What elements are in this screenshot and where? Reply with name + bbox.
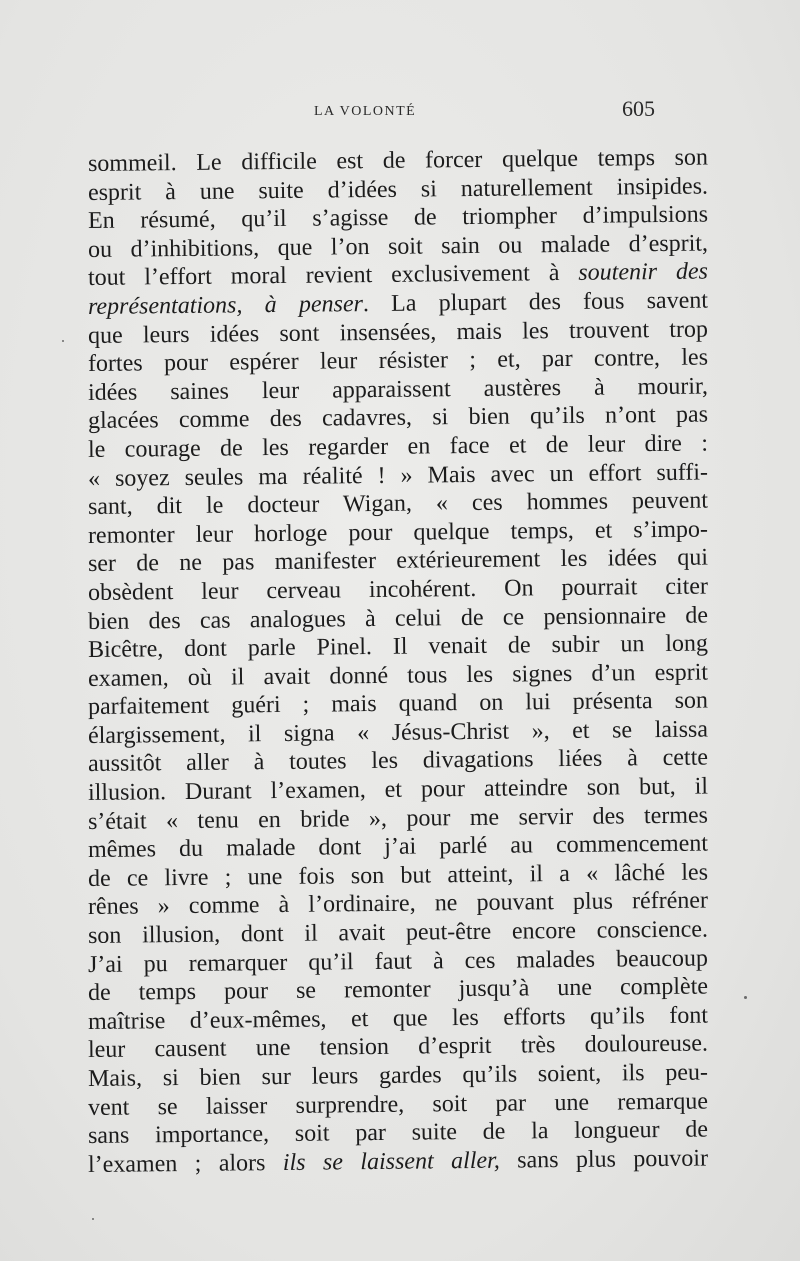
text-run: rênes » comme à l’ordinaire, ne pouvant plus réfréner xyxy=(87,887,709,921)
text-run: aussitôt aller à toutes les divagations liées à cette xyxy=(87,744,709,778)
text-run: ou d’inhibitions, que l’on soit sain ou malade d’esprit, xyxy=(87,230,709,263)
text-run: bien des cas analogues à celui de ce pensionnaire de xyxy=(87,602,709,635)
text-run: remonter leur horloge pour quelque temps, et s’impo- xyxy=(87,516,709,549)
text-run: glacées comme des cadavres, si bien qu’ils n’ont pas xyxy=(87,401,709,435)
text-run: sant, dit le docteur Wigan, « ces hommes peuvent xyxy=(87,487,709,521)
text-run: obsèdent leur cerveau incohérent. On pourrait citer xyxy=(87,573,709,606)
text-run: le courage de les regarder en face et de leur dire : xyxy=(87,430,709,463)
text-run: illusion. Durant l’examen, et pour atteindre son but, il xyxy=(87,773,709,807)
italic-run: représentations, à penser xyxy=(87,291,364,320)
text-run: son illusion, dont il avait peut-être encore conscience. xyxy=(87,916,709,950)
text-run: de temps pour se remonter jusqu’à une complète xyxy=(87,973,709,1007)
text-run: que leurs idées sont insensées, mais les trouvent trop xyxy=(87,316,709,349)
text-run: ser de ne pas manifester extérieurement les idées qui xyxy=(87,544,709,578)
text-run: sans plus pouvoir xyxy=(499,1145,709,1174)
text-run: En résumé, qu’il s’agisse de triompher d’impulsions xyxy=(87,201,709,235)
page-number: 605 xyxy=(622,96,655,121)
text-run: parfaitement guéri ; mais quand on lui présenta son xyxy=(87,687,709,721)
text-run: examen, où il avait donné tous les signes d’un esprit xyxy=(87,659,709,692)
text-run: élargissement, il signa « Jésus-Christ », et se laissa xyxy=(87,716,709,749)
text-run: « soyez seules ma réalité ! » Mais avec un effort suffi- xyxy=(87,459,709,492)
text-run: maîtrise d’eux-mêmes, et que les efforts qu’ils font xyxy=(87,1002,709,1035)
running-head: LA VOLONTÉ xyxy=(314,104,417,119)
text-run: leur causent une tension d’esprit très douloureuse. xyxy=(87,1030,709,1064)
text-run: vent se laisser surprendre, soit par une remarque xyxy=(87,1088,709,1121)
text-run: de ce livre ; une fois son but atteint, il a « lâché les xyxy=(87,859,709,892)
print-speck xyxy=(744,996,747,999)
text-run: sommeil. Le difficile est de forcer quelque temps son xyxy=(87,144,709,177)
text-run: fortes pour espérer leur résister ; et, par contre, les xyxy=(87,344,709,378)
print-speck xyxy=(92,1218,94,1220)
text-run: esprit à une suite d’idées si naturellement insipides. xyxy=(87,173,709,206)
text-run: idées saines leur apparaissent austères à mourir, xyxy=(87,373,709,406)
text-run: l’examen ; alors xyxy=(87,1149,283,1178)
text-run: s’était « tenu en bride », pour me servir des termes xyxy=(87,802,709,835)
print-speck xyxy=(62,340,64,342)
italic-run: soutenir des xyxy=(578,258,709,287)
text-run: tout l’effort moral revient exclusivement à xyxy=(87,260,579,292)
body-text xyxy=(87,144,709,1179)
text-run: Bicêtre, dont parle Pinel. Il venait de subir un long xyxy=(87,630,709,664)
text-line xyxy=(88,1144,708,1179)
text-run: mêmes du malade dont j’ai parlé au commencement xyxy=(87,830,709,864)
text-run: Mais, si bien sur leurs gardes qu’ils soient, ils peu- xyxy=(87,1059,709,1092)
text-run: J’ai pu remarquer qu’il faut à ces malades beaucoup xyxy=(87,945,709,978)
italic-run: ils se laissent aller, xyxy=(282,1147,500,1176)
text-run: . La plupart des fous savent xyxy=(362,287,709,318)
text-run: sans importance, soit par suite de la longueur de xyxy=(87,1116,709,1150)
